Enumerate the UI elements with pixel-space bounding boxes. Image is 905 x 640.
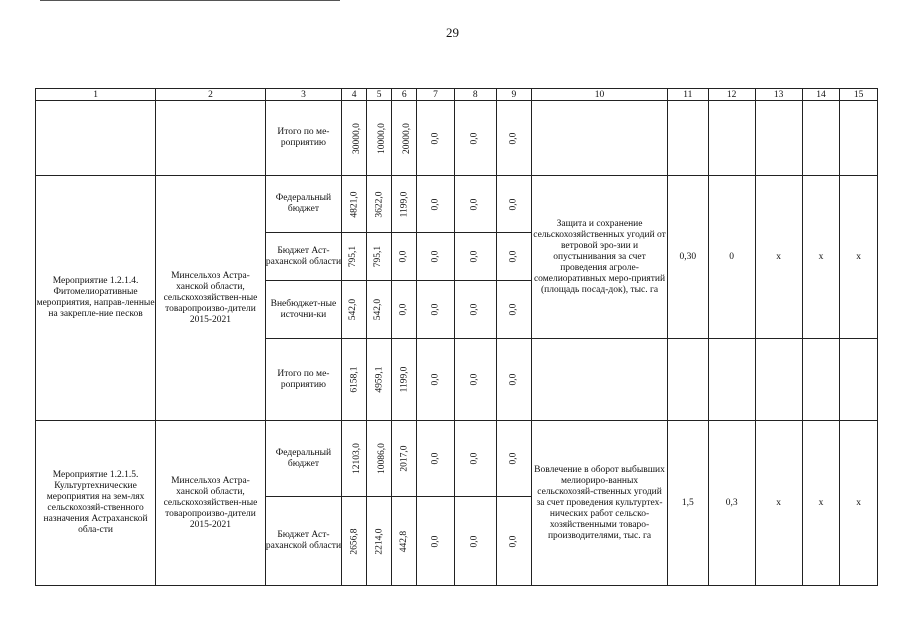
- header-cell: 13: [755, 89, 802, 101]
- header-cell: 11: [667, 89, 708, 101]
- top-rule: [40, 0, 340, 1]
- funding-source: Бюджет Аст-раханской области: [265, 233, 341, 281]
- value-2016: 20000,0: [402, 122, 413, 154]
- value-2016: 0,0: [398, 250, 409, 263]
- table-row: [36, 421, 878, 497]
- value-2017: 0,0: [430, 132, 441, 144]
- funding-source: Федеральный бюджет: [265, 176, 341, 233]
- value-2015: 10000,0: [377, 122, 388, 154]
- indicator-11: 0,30: [667, 176, 708, 339]
- header-cell: 7: [417, 89, 455, 101]
- value-2018: 0,0: [469, 198, 480, 210]
- value-2019: 0,0: [508, 250, 519, 263]
- indicator-12: 0,3: [708, 421, 755, 586]
- value-2016: 2017,0: [399, 445, 410, 472]
- header-cell: 2: [156, 89, 266, 101]
- value-2018: 0,0: [469, 303, 480, 316]
- value-2018: 0,0: [469, 250, 480, 263]
- value-cell: [392, 101, 417, 176]
- table-row: [36, 176, 878, 233]
- responsible-executor: Минсельхоз Астра-ханской области, сельскохозяйствен-ные товаропроизво-дители 2015-2021: [156, 176, 266, 421]
- header-row: [36, 89, 878, 101]
- value-cell: [496, 101, 532, 176]
- header-cell: 14: [802, 89, 840, 101]
- value-total: 6158,1: [349, 366, 360, 393]
- funding-source: Бюджет Аст-раханской области: [265, 497, 341, 586]
- funding-source: Итого по ме-роприятию: [265, 339, 341, 421]
- value-2016: 0,0: [398, 303, 409, 316]
- value-total: 4821,0: [349, 190, 360, 218]
- indicator-12: 0: [708, 176, 755, 339]
- value-2017: 0,0: [430, 452, 441, 465]
- indicator-13: x: [755, 176, 802, 339]
- header-cell: 3: [265, 89, 341, 101]
- value-2017: 0,0: [430, 303, 441, 316]
- header-cell: 10: [532, 89, 668, 101]
- value-total: 795,1: [348, 245, 359, 268]
- value-total: 2656,8: [349, 527, 360, 555]
- header-cell: 6: [392, 89, 417, 101]
- value-2016: 1199,0: [399, 366, 410, 393]
- indicator-14: x: [802, 421, 840, 586]
- value-cell: [454, 101, 496, 176]
- header-cell: 12: [708, 89, 755, 101]
- value-2018: 0,0: [469, 452, 480, 465]
- value-2018: 0,0: [469, 535, 480, 547]
- indicator-11: 1,5: [667, 421, 708, 586]
- value-2015: 795,1: [373, 245, 384, 268]
- measure-name: Мероприятие 1.2.1.5. Культуртехнические мероприятия на зем-лях сельскохозяй-ственного назначения Астраханской обла-сти: [36, 421, 156, 586]
- value-2017: 0,0: [430, 198, 441, 210]
- header-cell: 9: [496, 89, 532, 101]
- responsible-executor: Минсельхоз Астра-ханской области, сельскохозяйствен-ные товаропроизво-дители 2015-2021: [156, 421, 266, 586]
- page-number: 29: [446, 25, 459, 40]
- value-cell: [417, 101, 455, 176]
- value-2016: 442,8: [398, 530, 409, 552]
- value-total: 12103,0: [352, 443, 362, 474]
- value-cell: [367, 101, 392, 176]
- program-table: [35, 88, 878, 586]
- value-2015: 2214,0: [374, 527, 385, 555]
- value-2019: 0,0: [508, 373, 519, 386]
- value-2015: 10086,0: [377, 443, 388, 474]
- indicator-13: x: [755, 421, 802, 586]
- header-cell: 1: [36, 89, 156, 101]
- value-total: 542,0: [348, 298, 359, 321]
- header-cell: 4: [342, 89, 367, 101]
- indicator-15: x: [840, 421, 878, 586]
- value-cell: [342, 101, 367, 176]
- value-total: 30000,0: [352, 122, 362, 154]
- expected-result: Защита и сохранение сельскохозяйственных угодий от ветровой эро-зии и опустынивания за счет проведения агролe-сомелиоративных меро-приятий (площадь посад-док), тыс. га: [532, 176, 668, 339]
- measure-name: Мероприятие 1.2.1.4. Фитомелиоративные мероприятия, направ-ленные на закрепле-ние песков: [36, 176, 156, 421]
- value-2015: 4959,1: [374, 366, 385, 393]
- result-cell: [532, 101, 668, 176]
- header-cell: 8: [454, 89, 496, 101]
- value-2019: 0,0: [508, 198, 519, 210]
- value-2017: 0,0: [430, 373, 441, 386]
- value-2017: 0,0: [430, 250, 441, 263]
- value-2019: 0,0: [508, 303, 519, 316]
- table-row: [36, 101, 878, 176]
- value-2018: 0,0: [469, 132, 480, 144]
- expected-result: Вовлечение в оборот выбывших мелиориро-ванных сельскохозяй-ственных угодий за счет проведения культуртех-нических работ сельско-хозяйственными товаро-производителями, тыс. га: [532, 421, 668, 586]
- header-cell: 15: [840, 89, 878, 101]
- funding-source: Федеральный бюджет: [265, 421, 341, 497]
- value-2019: 0,0: [508, 132, 519, 144]
- value-2015: 542,0: [373, 298, 384, 321]
- funding-source: Внебюджет-ные источни-ки: [265, 281, 341, 339]
- measure-cell: [36, 101, 156, 176]
- funding-source: Итого по ме-роприятию: [265, 101, 341, 176]
- value-2019: 0,0: [508, 535, 519, 547]
- indicator-15: x: [840, 176, 878, 339]
- value-2016: 1199,0: [399, 191, 410, 217]
- header-cell: 5: [367, 89, 392, 101]
- value-2015: 3622,0: [374, 190, 385, 218]
- value-2019: 0,0: [508, 452, 519, 465]
- value-2018: 0,0: [469, 373, 480, 386]
- value-2017: 0,0: [430, 535, 441, 547]
- responsible-cell: [156, 101, 266, 176]
- indicator-14: x: [802, 176, 840, 339]
